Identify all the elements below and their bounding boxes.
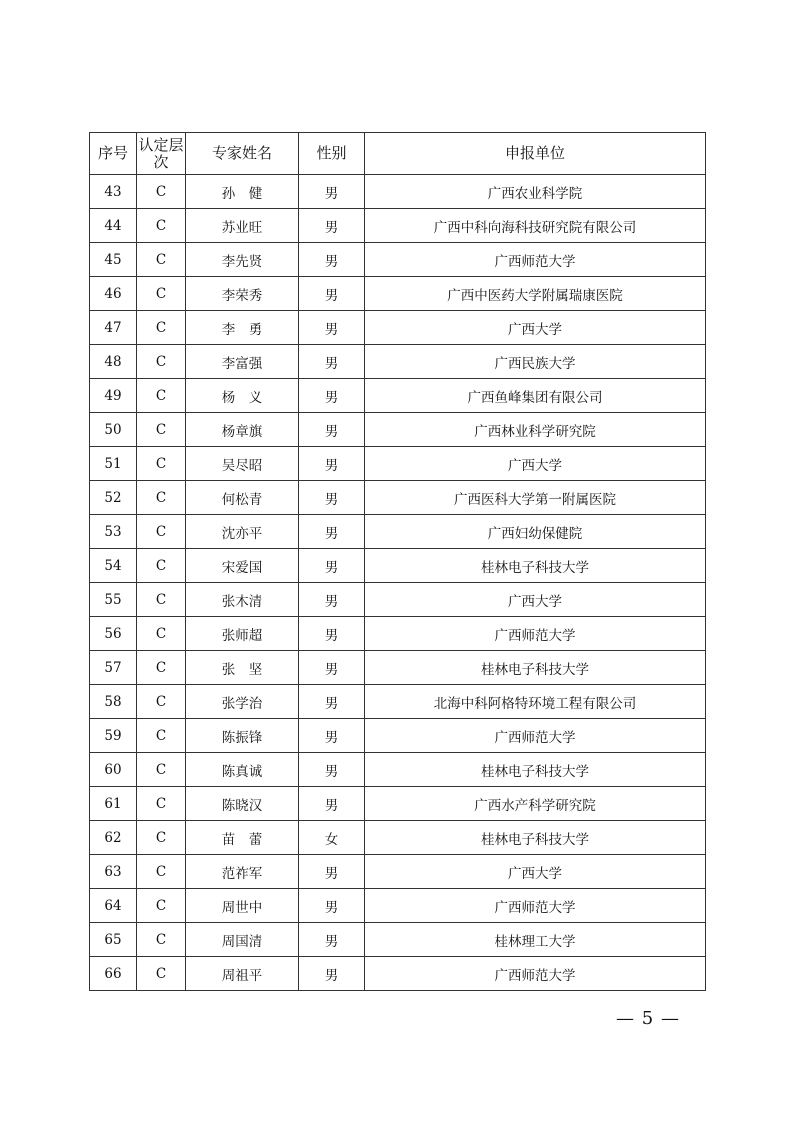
- table-row: [90, 583, 706, 617]
- cell-seq: 44: [90, 209, 137, 243]
- expert-table: [89, 132, 706, 991]
- table-row: [90, 821, 706, 855]
- cell-unit: 桂林电子科技大学: [365, 753, 706, 787]
- cell-level: C: [137, 719, 186, 753]
- cell-gender: 男: [299, 481, 365, 515]
- cell-unit: 桂林电子科技大学: [365, 549, 706, 583]
- header-level: 认定层次: [137, 133, 186, 175]
- cell-seq: 50: [90, 413, 137, 447]
- cell-level: C: [137, 209, 186, 243]
- cell-name: 李先贤: [186, 243, 299, 277]
- cell-gender: 男: [299, 277, 365, 311]
- cell-gender: 男: [299, 175, 365, 209]
- cell-gender: 男: [299, 345, 365, 379]
- cell-level: C: [137, 345, 186, 379]
- cell-unit: 广西中医药大学附属瑞康医院: [365, 277, 706, 311]
- cell-level: C: [137, 175, 186, 209]
- cell-unit: 广西中科向海科技研究院有限公司: [365, 209, 706, 243]
- cell-level: C: [137, 515, 186, 549]
- cell-seq: 62: [90, 821, 137, 855]
- cell-gender: 男: [299, 719, 365, 753]
- cell-seq: 48: [90, 345, 137, 379]
- table-row: [90, 957, 706, 991]
- table-row: [90, 855, 706, 889]
- cell-name: 李富强: [186, 345, 299, 379]
- cell-gender: 男: [299, 685, 365, 719]
- cell-level: C: [137, 957, 186, 991]
- cell-unit: 桂林电子科技大学: [365, 651, 706, 685]
- table-row: [90, 787, 706, 821]
- table-row: [90, 685, 706, 719]
- cell-level: C: [137, 685, 186, 719]
- cell-unit: 广西鱼峰集团有限公司: [365, 379, 706, 413]
- cell-gender: 男: [299, 855, 365, 889]
- table-row: [90, 481, 706, 515]
- table-body: [90, 175, 706, 991]
- cell-seq: 49: [90, 379, 137, 413]
- cell-name: 张学治: [186, 685, 299, 719]
- cell-seq: 54: [90, 549, 137, 583]
- cell-level: C: [137, 821, 186, 855]
- cell-level: C: [137, 617, 186, 651]
- header-seq: 序号: [90, 133, 137, 175]
- cell-gender: 男: [299, 209, 365, 243]
- cell-unit: 广西大学: [365, 447, 706, 481]
- cell-gender: 男: [299, 787, 365, 821]
- cell-unit: 广西师范大学: [365, 957, 706, 991]
- cell-name: 张 坚: [186, 651, 299, 685]
- cell-name: 范祚军: [186, 855, 299, 889]
- cell-seq: 56: [90, 617, 137, 651]
- table-row: [90, 447, 706, 481]
- table-row: [90, 379, 706, 413]
- cell-unit: 广西大学: [365, 855, 706, 889]
- cell-gender: 男: [299, 583, 365, 617]
- cell-name: 宋爱国: [186, 549, 299, 583]
- cell-seq: 45: [90, 243, 137, 277]
- table-row: [90, 277, 706, 311]
- cell-level: C: [137, 651, 186, 685]
- table-row: [90, 719, 706, 753]
- cell-gender: 男: [299, 923, 365, 957]
- cell-seq: 66: [90, 957, 137, 991]
- cell-level: C: [137, 753, 186, 787]
- cell-unit: 广西水产科学研究院: [365, 787, 706, 821]
- cell-seq: 43: [90, 175, 137, 209]
- cell-level: C: [137, 583, 186, 617]
- table-row: [90, 515, 706, 549]
- cell-gender: 男: [299, 549, 365, 583]
- cell-name: 周祖平: [186, 957, 299, 991]
- cell-gender: 男: [299, 957, 365, 991]
- cell-seq: 46: [90, 277, 137, 311]
- cell-level: C: [137, 787, 186, 821]
- cell-level: C: [137, 379, 186, 413]
- cell-name: 苗 蕾: [186, 821, 299, 855]
- cell-name: 杨章旗: [186, 413, 299, 447]
- cell-unit: 北海中科阿格特环境工程有限公司: [365, 685, 706, 719]
- cell-name: 苏业旺: [186, 209, 299, 243]
- cell-seq: 57: [90, 651, 137, 685]
- cell-gender: 女: [299, 821, 365, 855]
- table-row: [90, 345, 706, 379]
- cell-level: C: [137, 889, 186, 923]
- cell-gender: 男: [299, 889, 365, 923]
- cell-seq: 52: [90, 481, 137, 515]
- cell-gender: 男: [299, 651, 365, 685]
- cell-gender: 男: [299, 379, 365, 413]
- cell-gender: 男: [299, 753, 365, 787]
- cell-unit: 广西医科大学第一附属医院: [365, 481, 706, 515]
- cell-seq: 61: [90, 787, 137, 821]
- cell-seq: 65: [90, 923, 137, 957]
- cell-gender: 男: [299, 413, 365, 447]
- header-gender: 性别: [299, 133, 365, 175]
- header-name: 专家姓名: [186, 133, 299, 175]
- cell-gender: 男: [299, 617, 365, 651]
- cell-level: C: [137, 311, 186, 345]
- cell-unit: 广西大学: [365, 311, 706, 345]
- cell-seq: 64: [90, 889, 137, 923]
- cell-gender: 男: [299, 447, 365, 481]
- cell-seq: 47: [90, 311, 137, 345]
- cell-seq: 51: [90, 447, 137, 481]
- table-row: [90, 651, 706, 685]
- cell-name: 陈晓汉: [186, 787, 299, 821]
- cell-level: C: [137, 243, 186, 277]
- table-row: [90, 549, 706, 583]
- cell-level: C: [137, 923, 186, 957]
- cell-seq: 55: [90, 583, 137, 617]
- cell-unit: 广西师范大学: [365, 889, 706, 923]
- cell-name: 张木清: [186, 583, 299, 617]
- table-row: [90, 923, 706, 957]
- page-number: — 5 —: [616, 1008, 680, 1029]
- cell-gender: 男: [299, 515, 365, 549]
- table-row: [90, 617, 706, 651]
- header-unit: 申报单位: [365, 133, 706, 175]
- table-row: [90, 243, 706, 277]
- cell-unit: 广西妇幼保健院: [365, 515, 706, 549]
- cell-level: C: [137, 447, 186, 481]
- cell-name: 李 勇: [186, 311, 299, 345]
- cell-name: 李荣秀: [186, 277, 299, 311]
- cell-gender: 男: [299, 243, 365, 277]
- cell-level: C: [137, 413, 186, 447]
- cell-name: 孙 健: [186, 175, 299, 209]
- cell-level: C: [137, 481, 186, 515]
- table-row: [90, 753, 706, 787]
- cell-unit: 广西师范大学: [365, 243, 706, 277]
- cell-unit: 广西师范大学: [365, 617, 706, 651]
- cell-seq: 59: [90, 719, 137, 753]
- table-row: [90, 209, 706, 243]
- table-row: [90, 413, 706, 447]
- table-row: [90, 889, 706, 923]
- cell-name: 陈真诚: [186, 753, 299, 787]
- cell-unit: 广西林业科学研究院: [365, 413, 706, 447]
- cell-level: C: [137, 277, 186, 311]
- cell-seq: 63: [90, 855, 137, 889]
- cell-name: 周国清: [186, 923, 299, 957]
- cell-name: 张师超: [186, 617, 299, 651]
- table-row: [90, 175, 706, 209]
- cell-gender: 男: [299, 311, 365, 345]
- cell-name: 杨 义: [186, 379, 299, 413]
- table-row: [90, 311, 706, 345]
- cell-seq: 60: [90, 753, 137, 787]
- cell-seq: 53: [90, 515, 137, 549]
- cell-name: 沈亦平: [186, 515, 299, 549]
- cell-name: 吴尽昭: [186, 447, 299, 481]
- cell-unit: 桂林理工大学: [365, 923, 706, 957]
- cell-unit: 广西农业科学院: [365, 175, 706, 209]
- cell-name: 陈振锋: [186, 719, 299, 753]
- cell-level: C: [137, 549, 186, 583]
- cell-unit: 广西师范大学: [365, 719, 706, 753]
- cell-unit: 广西民族大学: [365, 345, 706, 379]
- cell-seq: 58: [90, 685, 137, 719]
- cell-name: 何松青: [186, 481, 299, 515]
- cell-unit: 桂林电子科技大学: [365, 821, 706, 855]
- cell-unit: 广西大学: [365, 583, 706, 617]
- table-header-row: [90, 133, 706, 175]
- cell-level: C: [137, 855, 186, 889]
- cell-name: 周世中: [186, 889, 299, 923]
